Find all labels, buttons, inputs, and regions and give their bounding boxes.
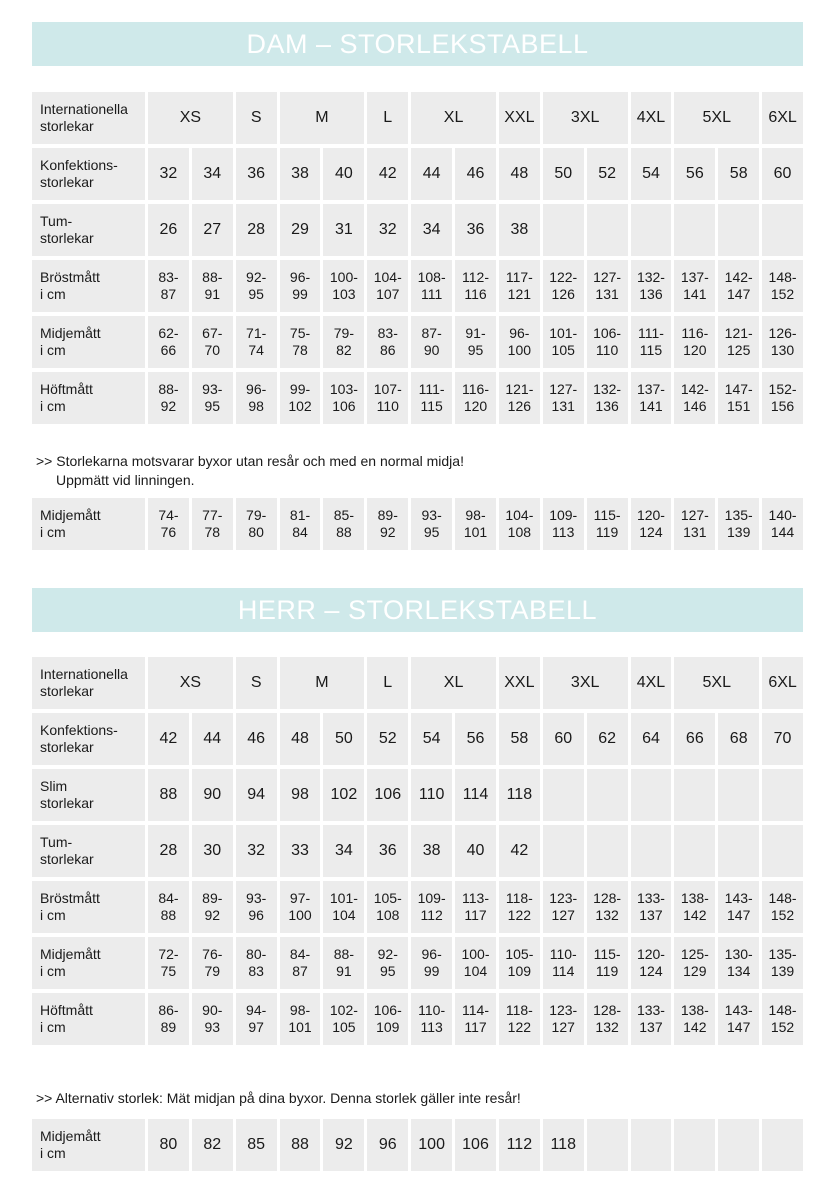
size-value-cell: 56 bbox=[455, 713, 496, 765]
size-value-cell bbox=[674, 204, 715, 256]
intl-size-cell: L bbox=[367, 657, 408, 709]
size-value-cell: 94- 97 bbox=[236, 993, 277, 1045]
size-value-cell: 88 bbox=[280, 1119, 321, 1171]
size-value-cell: 89- 92 bbox=[367, 498, 408, 550]
size-value-cell: 118- 122 bbox=[499, 881, 540, 933]
size-value-cell bbox=[631, 204, 672, 256]
size-value-cell: 33 bbox=[280, 825, 321, 877]
intl-size-cell: L bbox=[367, 92, 408, 144]
herr-size-table bbox=[32, 657, 803, 1045]
intl-size-cell: XS bbox=[148, 657, 233, 709]
size-value-cell: 102- 105 bbox=[323, 993, 364, 1045]
size-value-cell: 46 bbox=[455, 148, 496, 200]
size-value-cell: 92- 95 bbox=[367, 937, 408, 989]
herr-note-line: >> Alternativ storlek: Mät midjan på dina byxor. Denna storlek gäller inte resår! bbox=[36, 1090, 521, 1106]
row-label: Tum- storlekar bbox=[32, 825, 145, 877]
size-value-cell: 112- 116 bbox=[455, 260, 496, 312]
row-label: Tum- storlekar bbox=[32, 204, 145, 256]
size-value-cell: 116- 120 bbox=[455, 372, 496, 424]
size-value-cell: 80 bbox=[148, 1119, 189, 1171]
size-value-cell: 52 bbox=[367, 713, 408, 765]
size-value-cell: 152- 156 bbox=[762, 372, 803, 424]
size-value-cell: 126- 130 bbox=[762, 316, 803, 368]
intl-size-cell: 4XL bbox=[631, 92, 672, 144]
dam-note-line1: >> Storlekarna motsvarar byxor utan resår och med en normal midja! bbox=[36, 453, 464, 469]
size-value-cell bbox=[587, 769, 628, 821]
size-value-cell: 93- 96 bbox=[236, 881, 277, 933]
size-value-cell: 106 bbox=[455, 1119, 496, 1171]
size-value-cell: 142- 146 bbox=[674, 372, 715, 424]
size-value-cell: 137- 141 bbox=[674, 260, 715, 312]
size-value-cell: 105- 109 bbox=[499, 937, 540, 989]
size-value-cell: 38 bbox=[499, 204, 540, 256]
size-value-cell: 143- 147 bbox=[718, 881, 759, 933]
herr-waist-table bbox=[32, 1119, 803, 1171]
size-value-cell: 114 bbox=[455, 769, 496, 821]
size-value-cell: 60 bbox=[543, 713, 584, 765]
size-value-cell bbox=[762, 204, 803, 256]
size-value-cell bbox=[587, 825, 628, 877]
size-value-cell: 106- 110 bbox=[587, 316, 628, 368]
size-value-cell: 54 bbox=[631, 148, 672, 200]
size-value-cell: 104- 107 bbox=[367, 260, 408, 312]
size-value-cell bbox=[718, 825, 759, 877]
size-value-cell: 84- 88 bbox=[148, 881, 189, 933]
size-value-cell: 32 bbox=[367, 204, 408, 256]
size-value-cell: 110 bbox=[411, 769, 452, 821]
size-value-cell: 77- 78 bbox=[192, 498, 233, 550]
size-value-cell: 90 bbox=[192, 769, 233, 821]
intl-size-cell: XL bbox=[411, 92, 496, 144]
size-value-cell: 121- 126 bbox=[499, 372, 540, 424]
size-value-cell bbox=[718, 1119, 759, 1171]
size-value-cell: 93- 95 bbox=[411, 498, 452, 550]
size-value-cell: 133- 137 bbox=[631, 881, 672, 933]
size-value-cell bbox=[543, 825, 584, 877]
size-value-cell: 92- 95 bbox=[236, 260, 277, 312]
intl-size-cell: XXL bbox=[499, 92, 540, 144]
intl-size-cell: M bbox=[280, 657, 365, 709]
dam-waist-table bbox=[32, 498, 803, 550]
size-value-cell: 127- 131 bbox=[674, 498, 715, 550]
intl-size-cell: 3XL bbox=[543, 92, 628, 144]
dam-size-table bbox=[32, 92, 803, 424]
size-value-cell: 81- 84 bbox=[280, 498, 321, 550]
size-value-cell: 109- 112 bbox=[411, 881, 452, 933]
size-value-cell: 44 bbox=[411, 148, 452, 200]
size-value-cell: 68 bbox=[718, 713, 759, 765]
row-label-international: Internationella storlekar bbox=[32, 92, 145, 144]
size-value-cell: 115- 119 bbox=[587, 937, 628, 989]
size-value-cell: 97- 100 bbox=[280, 881, 321, 933]
size-value-cell: 29 bbox=[280, 204, 321, 256]
size-value-cell: 34 bbox=[411, 204, 452, 256]
intl-size-cell: 3XL bbox=[543, 657, 628, 709]
size-value-cell: 101- 105 bbox=[543, 316, 584, 368]
size-value-cell: 83- 86 bbox=[367, 316, 408, 368]
size-value-cell: 75- 78 bbox=[280, 316, 321, 368]
size-value-cell: 107- 110 bbox=[367, 372, 408, 424]
size-value-cell: 132- 136 bbox=[631, 260, 672, 312]
size-value-cell: 100- 103 bbox=[323, 260, 364, 312]
size-value-cell bbox=[543, 204, 584, 256]
size-value-cell bbox=[718, 769, 759, 821]
size-value-cell: 71- 74 bbox=[236, 316, 277, 368]
size-value-cell: 42 bbox=[148, 713, 189, 765]
size-value-cell: 128- 132 bbox=[587, 881, 628, 933]
size-value-cell: 26 bbox=[148, 204, 189, 256]
size-value-cell bbox=[718, 204, 759, 256]
size-value-cell: 96- 99 bbox=[411, 937, 452, 989]
size-value-cell: 98 bbox=[280, 769, 321, 821]
size-value-cell: 46 bbox=[236, 713, 277, 765]
size-value-cell: 42 bbox=[499, 825, 540, 877]
size-value-cell: 92 bbox=[323, 1119, 364, 1171]
size-value-cell bbox=[762, 825, 803, 877]
intl-size-cell: 6XL bbox=[762, 92, 803, 144]
size-value-cell: 96- 100 bbox=[499, 316, 540, 368]
row-label: Konfektions- storlekar bbox=[32, 148, 145, 200]
size-value-cell bbox=[674, 769, 715, 821]
size-value-cell: 96- 98 bbox=[236, 372, 277, 424]
size-value-cell: 40 bbox=[323, 148, 364, 200]
size-value-cell: 42 bbox=[367, 148, 408, 200]
intl-size-cell: M bbox=[280, 92, 365, 144]
size-value-cell: 40 bbox=[455, 825, 496, 877]
size-value-cell: 28 bbox=[236, 204, 277, 256]
size-value-cell: 96- 99 bbox=[280, 260, 321, 312]
intl-size-cell: XL bbox=[411, 657, 496, 709]
size-value-cell: 118 bbox=[499, 769, 540, 821]
size-value-cell: 88 bbox=[148, 769, 189, 821]
row-label: Midjemått i cm bbox=[32, 498, 145, 550]
size-value-cell: 114- 117 bbox=[455, 993, 496, 1045]
size-value-cell: 104- 108 bbox=[499, 498, 540, 550]
size-value-cell: 34 bbox=[323, 825, 364, 877]
size-value-cell: 135- 139 bbox=[718, 498, 759, 550]
size-value-cell bbox=[587, 1119, 628, 1171]
herr-size-chart-title: HERR – STORLEKSTABELL bbox=[32, 588, 803, 632]
size-value-cell: 111- 115 bbox=[631, 316, 672, 368]
size-value-cell: 100- 104 bbox=[455, 937, 496, 989]
size-value-cell: 66 bbox=[674, 713, 715, 765]
size-value-cell: 32 bbox=[236, 825, 277, 877]
size-value-cell bbox=[543, 769, 584, 821]
size-value-cell: 28 bbox=[148, 825, 189, 877]
size-value-cell: 118 bbox=[543, 1119, 584, 1171]
size-value-cell: 62 bbox=[587, 713, 628, 765]
intl-size-cell: S bbox=[236, 92, 277, 144]
row-label: Bröstmått i cm bbox=[32, 260, 145, 312]
row-label: Konfektions- storlekar bbox=[32, 713, 145, 765]
row-label: Slim storlekar bbox=[32, 769, 145, 821]
size-value-cell: 109- 113 bbox=[543, 498, 584, 550]
intl-size-cell: 6XL bbox=[762, 657, 803, 709]
size-value-cell: 90- 93 bbox=[192, 993, 233, 1045]
size-value-cell: 76- 79 bbox=[192, 937, 233, 989]
size-value-cell: 62- 66 bbox=[148, 316, 189, 368]
size-value-cell bbox=[631, 1119, 672, 1171]
size-value-cell: 84- 87 bbox=[280, 937, 321, 989]
size-value-cell: 31 bbox=[323, 204, 364, 256]
size-value-cell: 96 bbox=[367, 1119, 408, 1171]
row-label: Midjemått i cm bbox=[32, 937, 145, 989]
size-value-cell: 142- 147 bbox=[718, 260, 759, 312]
size-value-cell: 148- 152 bbox=[762, 881, 803, 933]
row-label: Midjemått i cm bbox=[32, 316, 145, 368]
size-value-cell: 48 bbox=[499, 148, 540, 200]
size-value-cell: 117- 121 bbox=[499, 260, 540, 312]
size-value-cell: 110- 114 bbox=[543, 937, 584, 989]
size-value-cell: 54 bbox=[411, 713, 452, 765]
size-value-cell: 83- 87 bbox=[148, 260, 189, 312]
size-value-cell: 36 bbox=[367, 825, 408, 877]
size-value-cell: 137- 141 bbox=[631, 372, 672, 424]
size-value-cell: 60 bbox=[762, 148, 803, 200]
size-value-cell: 138- 142 bbox=[674, 881, 715, 933]
size-value-cell: 102 bbox=[323, 769, 364, 821]
size-value-cell: 133- 137 bbox=[631, 993, 672, 1045]
size-value-cell bbox=[674, 1119, 715, 1171]
size-value-cell bbox=[587, 204, 628, 256]
size-value-cell: 27 bbox=[192, 204, 233, 256]
size-value-cell: 108- 111 bbox=[411, 260, 452, 312]
size-value-cell: 132- 136 bbox=[587, 372, 628, 424]
size-value-cell: 85 bbox=[236, 1119, 277, 1171]
size-value-cell bbox=[631, 769, 672, 821]
dam-note bbox=[36, 452, 464, 490]
size-value-cell: 121- 125 bbox=[718, 316, 759, 368]
intl-size-cell: XXL bbox=[499, 657, 540, 709]
intl-size-cell: XS bbox=[148, 92, 233, 144]
row-label: Höftmått i cm bbox=[32, 993, 145, 1045]
size-value-cell: 128- 132 bbox=[587, 993, 628, 1045]
size-value-cell: 98- 101 bbox=[280, 993, 321, 1045]
size-value-cell: 86- 89 bbox=[148, 993, 189, 1045]
intl-size-cell: 4XL bbox=[631, 657, 672, 709]
size-value-cell: 48 bbox=[280, 713, 321, 765]
size-value-cell: 52 bbox=[587, 148, 628, 200]
size-value-cell: 140- 144 bbox=[762, 498, 803, 550]
row-label: Höftmått i cm bbox=[32, 372, 145, 424]
size-value-cell: 115- 119 bbox=[587, 498, 628, 550]
size-value-cell: 74- 76 bbox=[148, 498, 189, 550]
size-value-cell: 127- 131 bbox=[543, 372, 584, 424]
size-value-cell: 79- 82 bbox=[323, 316, 364, 368]
size-value-cell: 38 bbox=[280, 148, 321, 200]
size-value-cell: 67- 70 bbox=[192, 316, 233, 368]
size-value-cell: 58 bbox=[718, 148, 759, 200]
size-value-cell: 112 bbox=[499, 1119, 540, 1171]
herr-note bbox=[36, 1089, 521, 1108]
size-value-cell: 58 bbox=[499, 713, 540, 765]
row-label-international: Internationella storlekar bbox=[32, 657, 145, 709]
size-value-cell: 125- 129 bbox=[674, 937, 715, 989]
size-value-cell: 50 bbox=[543, 148, 584, 200]
size-value-cell: 38 bbox=[411, 825, 452, 877]
size-value-cell: 100 bbox=[411, 1119, 452, 1171]
size-value-cell: 127- 131 bbox=[587, 260, 628, 312]
size-value-cell: 98- 101 bbox=[455, 498, 496, 550]
size-value-cell: 80- 83 bbox=[236, 937, 277, 989]
size-value-cell: 138- 142 bbox=[674, 993, 715, 1045]
size-value-cell: 113- 117 bbox=[455, 881, 496, 933]
size-value-cell: 36 bbox=[236, 148, 277, 200]
dam-note-line2: Uppmätt vid linningen. bbox=[56, 472, 195, 488]
size-value-cell: 106 bbox=[367, 769, 408, 821]
size-value-cell: 30 bbox=[192, 825, 233, 877]
size-value-cell: 111- 115 bbox=[411, 372, 452, 424]
size-value-cell: 88- 91 bbox=[192, 260, 233, 312]
size-value-cell: 123- 127 bbox=[543, 881, 584, 933]
size-value-cell: 36 bbox=[455, 204, 496, 256]
size-value-cell: 93- 95 bbox=[192, 372, 233, 424]
row-label: Bröstmått i cm bbox=[32, 881, 145, 933]
size-value-cell: 122- 126 bbox=[543, 260, 584, 312]
size-value-cell: 88- 92 bbox=[148, 372, 189, 424]
size-value-cell: 118- 122 bbox=[499, 993, 540, 1045]
size-value-cell: 123- 127 bbox=[543, 993, 584, 1045]
size-value-cell: 85- 88 bbox=[323, 498, 364, 550]
size-value-cell bbox=[762, 769, 803, 821]
intl-size-cell: 5XL bbox=[674, 92, 759, 144]
size-value-cell: 135- 139 bbox=[762, 937, 803, 989]
size-value-cell: 148- 152 bbox=[762, 993, 803, 1045]
size-value-cell: 44 bbox=[192, 713, 233, 765]
size-value-cell: 106- 109 bbox=[367, 993, 408, 1045]
size-value-cell: 72- 75 bbox=[148, 937, 189, 989]
size-value-cell: 82 bbox=[192, 1119, 233, 1171]
size-value-cell: 143- 147 bbox=[718, 993, 759, 1045]
size-value-cell: 120- 124 bbox=[631, 498, 672, 550]
size-value-cell: 130- 134 bbox=[718, 937, 759, 989]
intl-size-cell: S bbox=[236, 657, 277, 709]
size-value-cell: 87- 90 bbox=[411, 316, 452, 368]
size-value-cell: 56 bbox=[674, 148, 715, 200]
intl-size-cell: 5XL bbox=[674, 657, 759, 709]
size-value-cell: 88- 91 bbox=[323, 937, 364, 989]
size-value-cell: 70 bbox=[762, 713, 803, 765]
size-value-cell: 110- 113 bbox=[411, 993, 452, 1045]
size-value-cell: 148- 152 bbox=[762, 260, 803, 312]
size-value-cell: 103- 106 bbox=[323, 372, 364, 424]
size-value-cell bbox=[631, 825, 672, 877]
size-value-cell: 105- 108 bbox=[367, 881, 408, 933]
size-value-cell: 116- 120 bbox=[674, 316, 715, 368]
size-value-cell: 79- 80 bbox=[236, 498, 277, 550]
size-value-cell: 89- 92 bbox=[192, 881, 233, 933]
size-value-cell: 94 bbox=[236, 769, 277, 821]
size-value-cell: 32 bbox=[148, 148, 189, 200]
size-value-cell: 99- 102 bbox=[280, 372, 321, 424]
size-value-cell: 64 bbox=[631, 713, 672, 765]
size-value-cell: 101- 104 bbox=[323, 881, 364, 933]
size-value-cell bbox=[674, 825, 715, 877]
size-value-cell: 50 bbox=[323, 713, 364, 765]
size-value-cell: 34 bbox=[192, 148, 233, 200]
row-label: Midjemått i cm bbox=[32, 1119, 145, 1171]
size-value-cell bbox=[762, 1119, 803, 1171]
size-value-cell: 120- 124 bbox=[631, 937, 672, 989]
size-value-cell: 91- 95 bbox=[455, 316, 496, 368]
dam-size-chart-title: DAM – STORLEKSTABELL bbox=[32, 22, 803, 66]
size-value-cell: 147- 151 bbox=[718, 372, 759, 424]
